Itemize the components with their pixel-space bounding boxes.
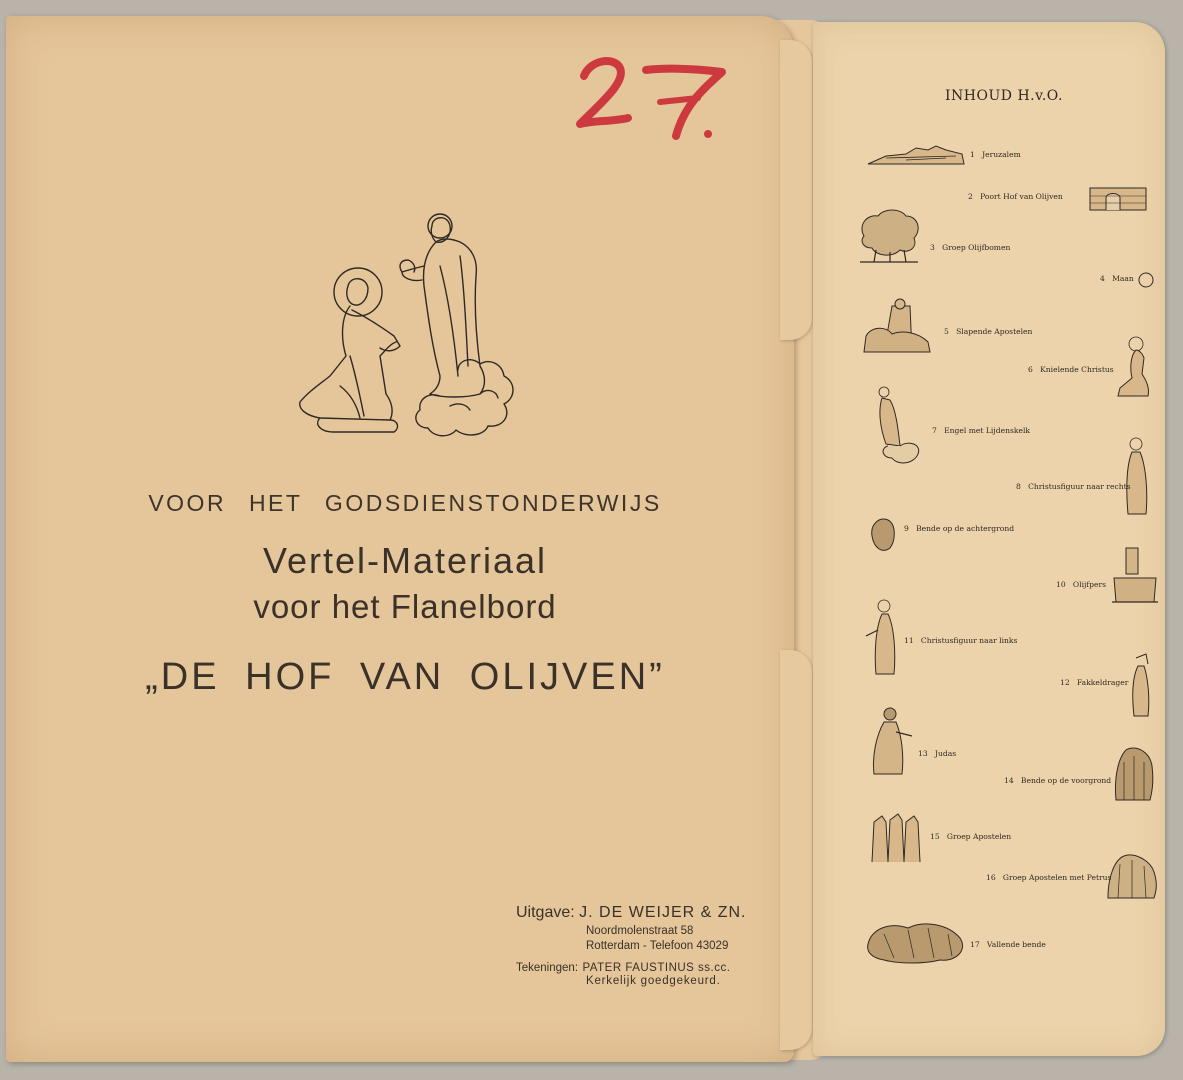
publisher-city-phone: Rotterdam - Telefoon 43029	[586, 940, 729, 952]
vallende-bende-figure	[864, 914, 968, 966]
olijfbomen-figure	[856, 206, 922, 266]
contents-item-1: 1 Jeruzalem	[970, 150, 1021, 159]
judas-figure	[866, 706, 916, 778]
contents-item-8: 8 Christusfiguur naar rechts	[1016, 482, 1131, 491]
poort-figure	[1086, 184, 1152, 214]
engel-lijdenskelk-figure	[868, 384, 924, 468]
uitgave-label: Uitgave:	[516, 904, 575, 921]
contents-item-12: 12 Fakkeldrager	[1060, 678, 1129, 687]
contents-item-4: 4 Maan	[1100, 274, 1134, 283]
artist-name: PATER FAUSTINUS ss.cc.	[582, 962, 731, 974]
contents-item-2: 2 Poort Hof van Olijven	[968, 192, 1063, 201]
bende-voorgrond-figure	[1110, 742, 1156, 804]
contents-item-14: 14 Bende op de voorgrond	[1004, 776, 1112, 785]
folder-tab-bottom	[780, 650, 812, 1050]
contents-item-3: 3 Groep Olijfbomen	[930, 243, 1011, 252]
cover-kicker: VOOR HET GODSDIENSTONDERWIJS	[148, 490, 662, 516]
contents-item-7: 7 Engel met Lijdenskelk	[932, 426, 1030, 435]
maan-figure	[1136, 270, 1156, 290]
publisher-street: Noordmolenstraat 58	[586, 925, 694, 937]
christusfiguur-rechts-figure	[1118, 436, 1154, 518]
cover-title-line2: voor het Flanelbord	[253, 588, 557, 625]
contents-item-17: 17 Vallende bende	[970, 940, 1046, 949]
kneeling-christ-and-angel-illustration	[290, 206, 540, 446]
approval-text: Kerkelijk goedgekeurd.	[586, 975, 721, 987]
publisher-name: J. DE WEIJER & ZN.	[579, 904, 747, 921]
contents-item-10: 10 Olijfpers	[1056, 580, 1107, 589]
contents-item-16: 16 Groep Apostelen met Petrus	[986, 873, 1112, 882]
contents-item-15: 15 Groep Apostelen	[930, 832, 1012, 841]
contents-item-6: 6 Knielende Christus	[1028, 365, 1114, 374]
slapende-apostelen-figure	[862, 296, 934, 356]
jeruzalem-figure	[866, 142, 966, 166]
cover-title-line3: „DE HOF VAN OLIJVEN”	[145, 656, 665, 698]
bende-achtergrond-figure	[868, 512, 898, 554]
contents-item-13: 13 Judas	[918, 749, 957, 758]
contents-item-5: 5 Slapende Apostelen	[944, 327, 1033, 336]
contents-title: INHOUD H.v.O.	[945, 88, 1063, 104]
contents-item-11: 11 Christusfiguur naar links	[904, 636, 1018, 645]
cover-title-line1: Vertel-Materiaal	[262, 540, 548, 581]
knielende-christus-figure	[1112, 334, 1156, 398]
groep-apostelen-petrus-figure	[1104, 848, 1160, 902]
tekeningen-label: Tekeningen:	[516, 962, 579, 974]
contents-item-9: 9 Bende op de achtergrond	[904, 524, 1015, 533]
groep-apostelen-figure	[868, 806, 928, 864]
folder-tab-top	[780, 40, 812, 340]
christusfiguur-links-figure	[862, 596, 902, 678]
olijfpers-figure	[1110, 544, 1160, 606]
